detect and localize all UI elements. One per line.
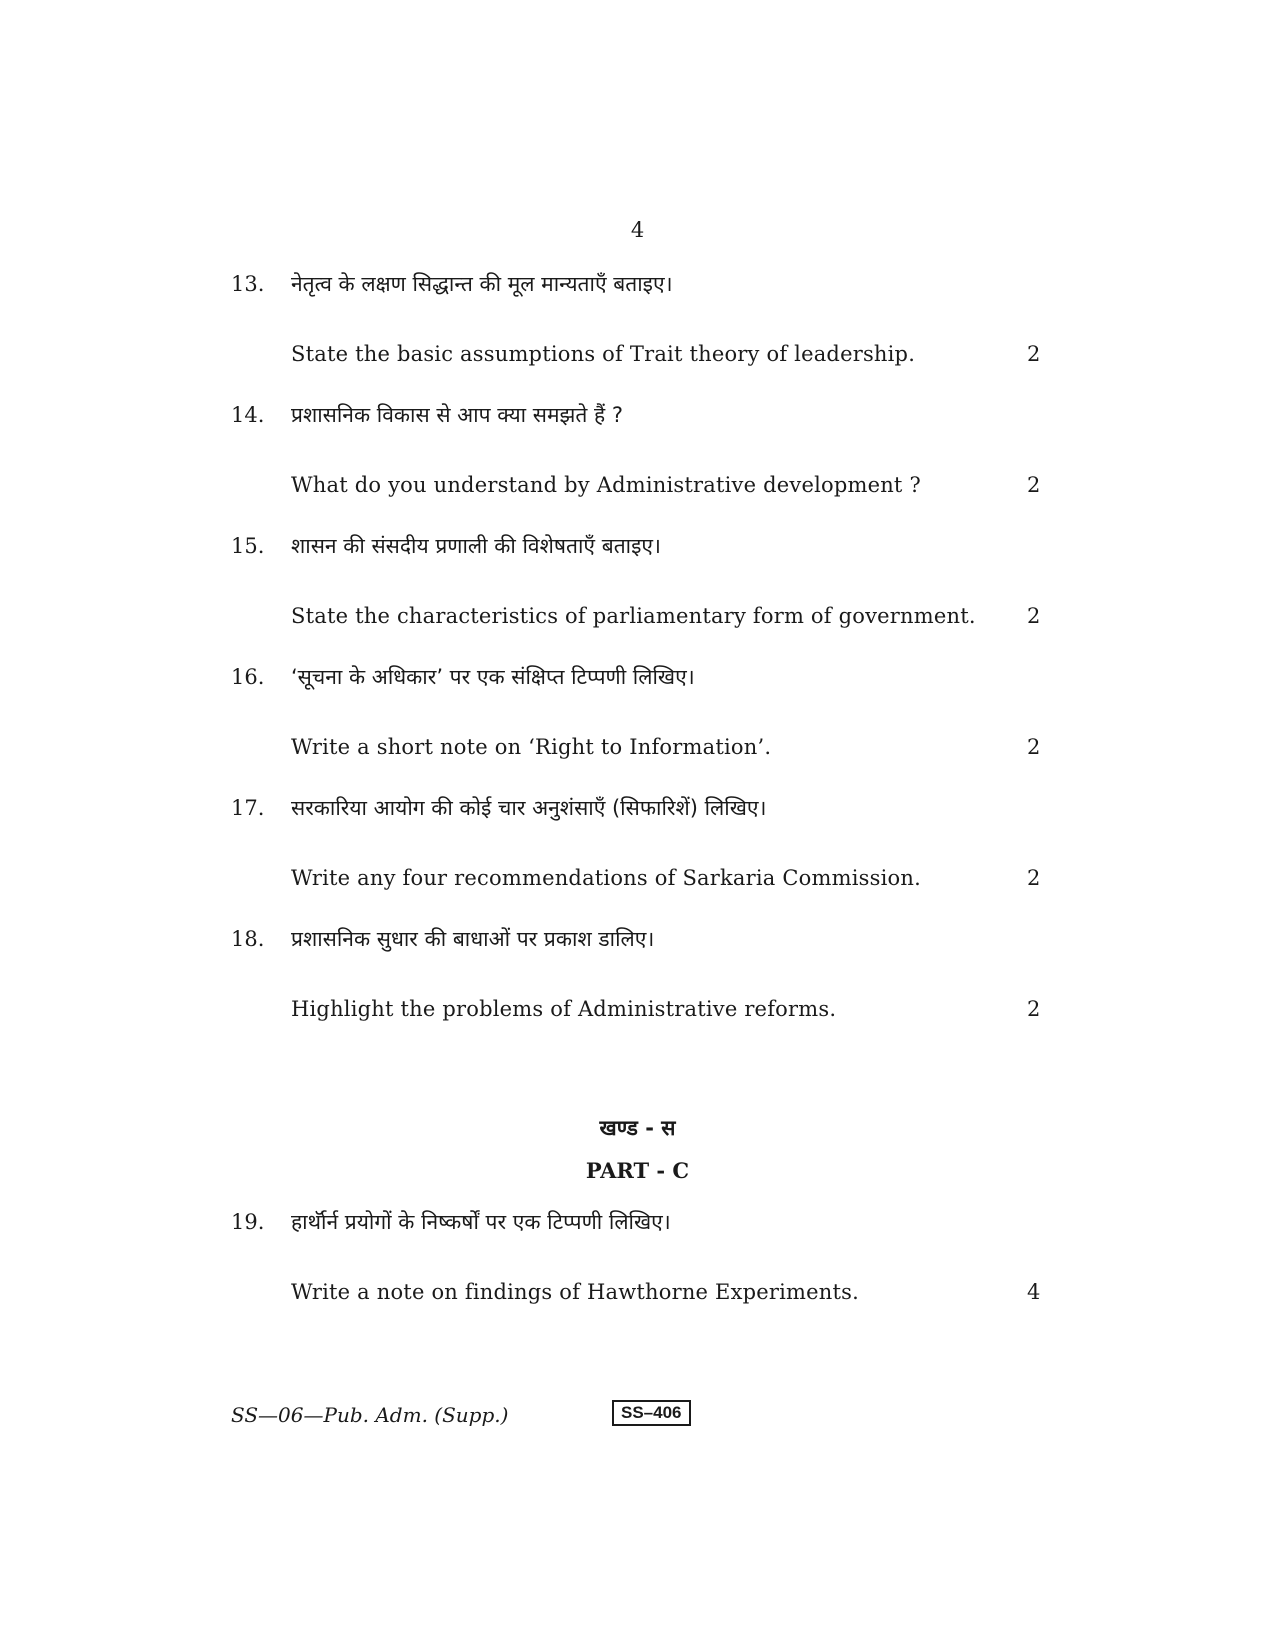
question-number: 15. <box>231 534 265 558</box>
question-text-hindi: नेतृत्व के लक्षण सिद्धान्त की मूल मान्यताएँ बताइए। <box>291 272 673 296</box>
question-text-english: Highlight the problems of Administrative reforms. <box>291 997 837 1021</box>
question-text-english: What do you understand by Administrative development ? <box>291 473 921 497</box>
question-marks: 2 <box>1027 735 1041 759</box>
question-marks: 2 <box>1027 866 1041 890</box>
question-text-english: Write any four recommendations of Sarkaria Commission. <box>291 866 921 890</box>
question-marks: 4 <box>1027 1280 1041 1304</box>
question-text-english: Write a note on findings of Hawthorne Experiments. <box>291 1280 860 1304</box>
question-text-hindi: शासन की संसदीय प्रणाली की विशेषताएँ बताइए। <box>291 534 662 558</box>
question-number: 14. <box>231 403 265 427</box>
question-text-english: Write a short note on ‘Right to Information’. <box>291 735 772 759</box>
question-marks: 2 <box>1027 604 1041 628</box>
page-number: 4 <box>630 218 645 242</box>
section-heading-hindi: खण्ड - स <box>599 1116 676 1140</box>
footer-paper-code: SS—06—Pub. Adm. (Supp.) <box>231 1403 509 1427</box>
question-number: 13. <box>231 272 265 296</box>
question-marks: 2 <box>1027 342 1041 366</box>
question-number: 18. <box>231 927 265 951</box>
section-heading-english: PART - C <box>585 1158 690 1183</box>
question-number: 17. <box>231 796 265 820</box>
question-text-hindi: प्रशासनिक सुधार की बाधाओं पर प्रकाश डालिए। <box>291 927 655 951</box>
question-marks: 2 <box>1027 473 1041 497</box>
question-text-hindi: हार्थॉर्न प्रयोगों के निष्कर्षों पर एक टिप्पणी लिखिए। <box>291 1210 671 1234</box>
question-text-hindi: ‘सूचना के अधिकार’ पर एक संक्षिप्त टिप्पणी लिखिए। <box>291 665 695 689</box>
question-number: 16. <box>231 665 265 689</box>
question-text-hindi: सरकारिया आयोग की कोई चार अनुशंसाएँ (सिफारिशें) लिखिए। <box>291 796 767 820</box>
question-marks: 2 <box>1027 997 1041 1021</box>
question-number: 19. <box>231 1210 265 1234</box>
question-text-hindi: प्रशासनिक विकास से आप क्या समझते हैं ? <box>291 403 624 427</box>
footer-boxed-code: SS–406 <box>612 1400 691 1426</box>
question-text-english: State the basic assumptions of Trait theory of leadership. <box>291 342 916 366</box>
question-text-english: State the characteristics of parliamentary form of government. <box>291 604 976 628</box>
